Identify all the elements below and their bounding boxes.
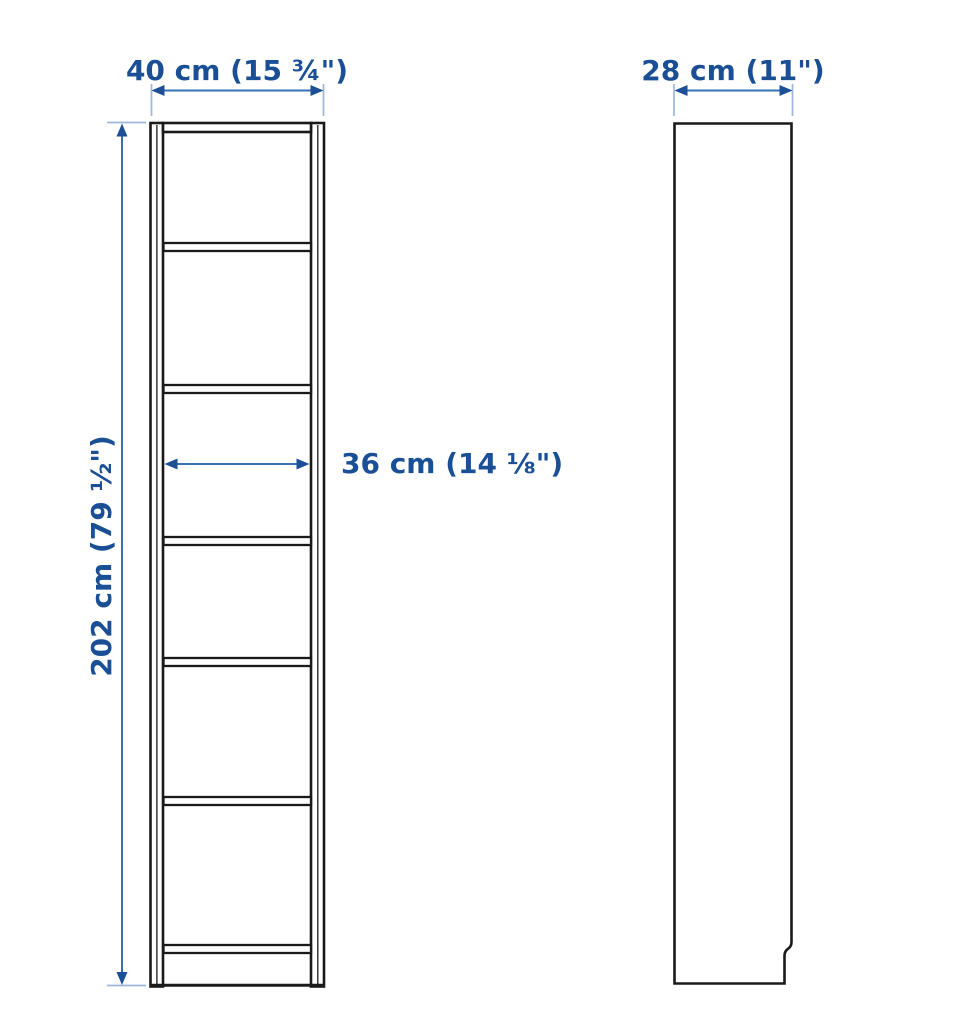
shelf-5 — [164, 797, 312, 805]
shelf-6-bottom — [164, 945, 312, 953]
shelf-4 — [164, 658, 312, 666]
width-dimension-arrow — [152, 84, 324, 116]
inner-width-dimension-arrow — [165, 459, 310, 470]
shelf-3 — [164, 537, 312, 545]
depth-dimension-label: 28 cm (11") — [641, 54, 825, 87]
arrowhead-up-icon — [117, 124, 128, 137]
inner-width-dimension-label: 36 cm (14 ⅛") — [341, 447, 564, 480]
arrowhead-right-icon — [297, 459, 310, 470]
side-view-drawing — [675, 124, 792, 984]
shelf-1 — [164, 243, 312, 251]
front-view-drawing — [151, 123, 325, 987]
arrowhead-down-icon — [117, 972, 128, 985]
arrowhead-left-icon — [165, 459, 178, 470]
side-panel-outline — [675, 124, 792, 984]
depth-dimension-arrow — [674, 84, 793, 116]
height-dimension-label: 202 cm (79 ½") — [85, 435, 118, 677]
shelf-2 — [164, 385, 312, 393]
front-top-board — [163, 123, 311, 132]
width-dimension-label: 40 cm (15 ¾") — [125, 54, 349, 87]
